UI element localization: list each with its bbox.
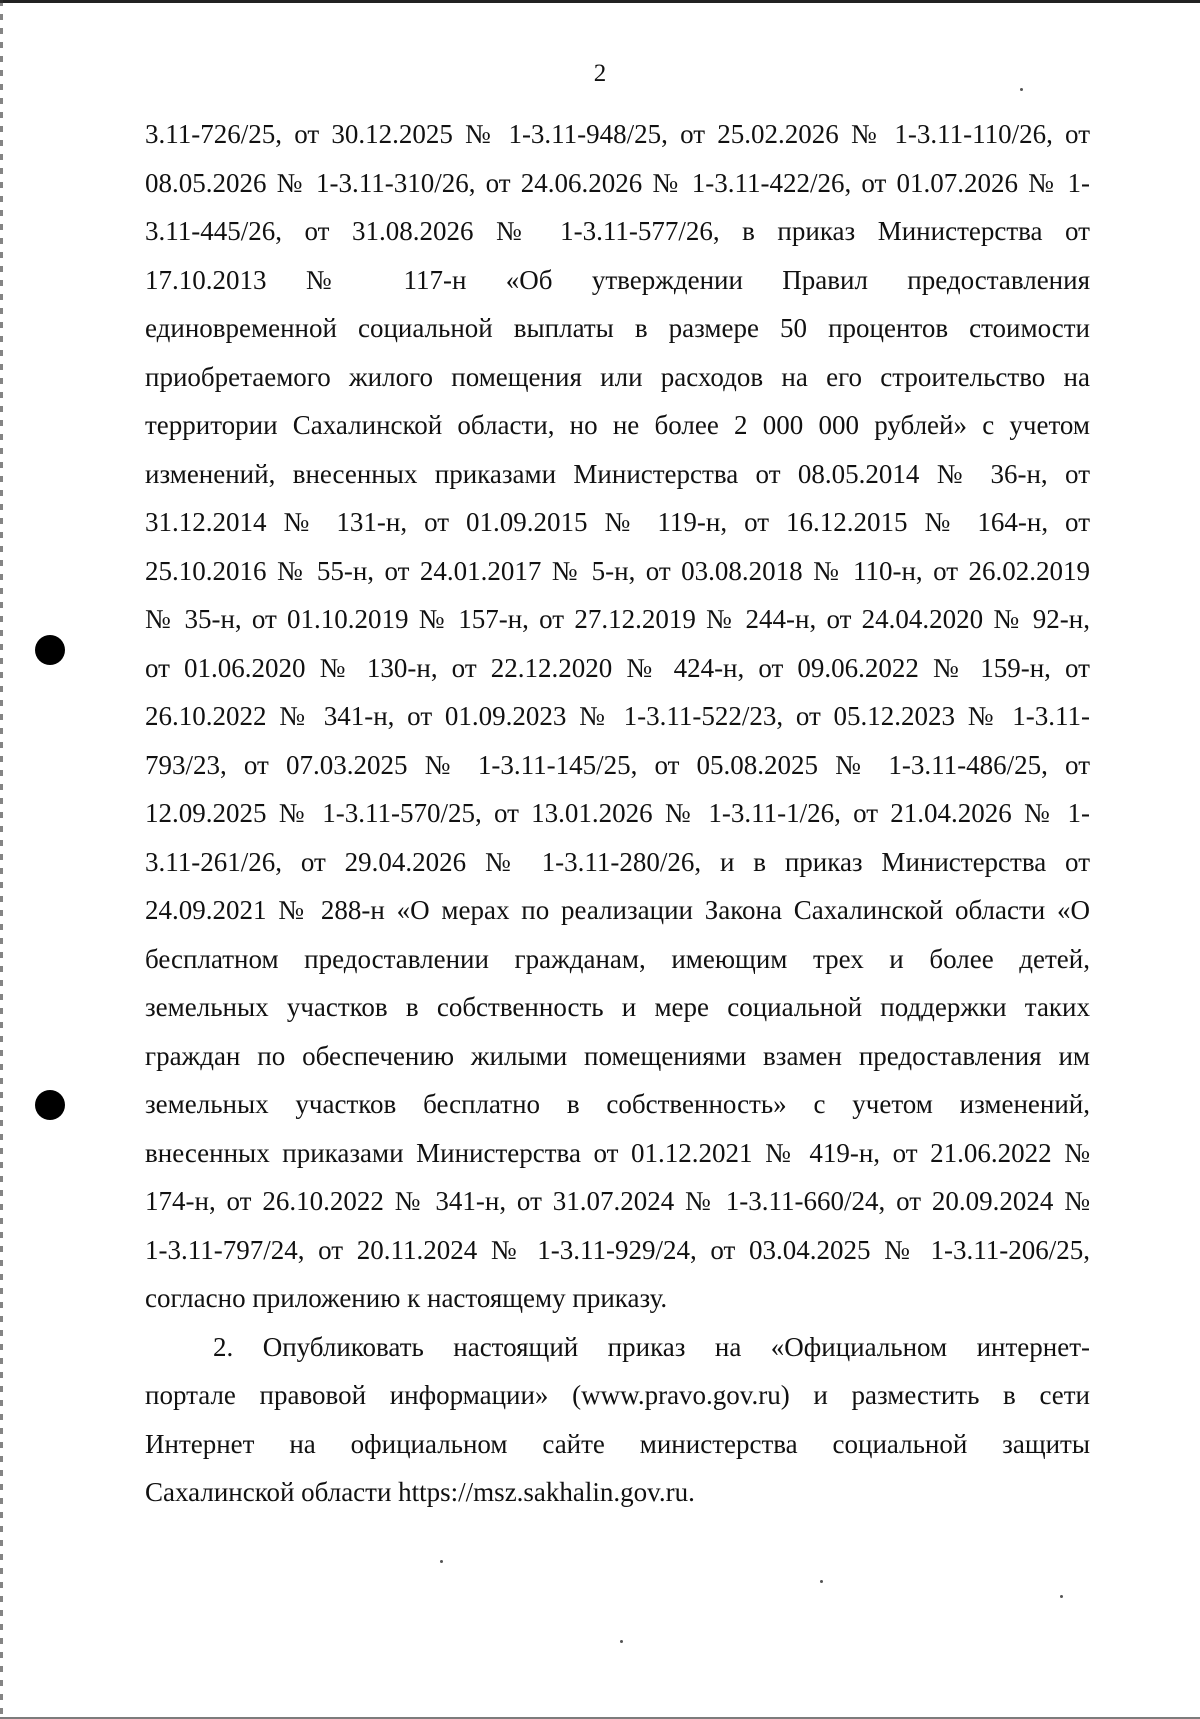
text-line: бесплатном предоставлении гражданам, имеющим трех и более детей,	[145, 943, 1090, 974]
text-line: 26.10.2022 № 341-н, от 01.09.2023 № 1-3.11-522/23, от 05.12.2023 № 1-3.11-	[145, 701, 1090, 731]
text-line: Интернет на официальном сайте министерства социальной защиты	[145, 1428, 1090, 1459]
paragraph-1	[145, 110, 1090, 1323]
text-line: 12.09.2025 № 1-3.11-570/25, от 13.01.2026 № 1-3.11-1/26, от 21.04.2026 № 1-	[145, 798, 1090, 828]
punch-hole-top	[35, 635, 65, 665]
scan-speck	[1020, 88, 1023, 91]
text-line: Сахалинской области https://msz.sakhalin.gov.ru.	[145, 1477, 695, 1507]
text-line: земельных участков бесплатно в собственность» с учетом изменений,	[145, 1089, 1090, 1119]
text-line: 31.12.2014 № 131-н, от 01.09.2015 № 119-н, от 16.12.2015 № 164-н, от	[145, 507, 1090, 537]
scan-speck	[820, 1580, 823, 1583]
text-line: приобретаемого жилого помещения или расходов на его строительство на	[145, 361, 1090, 392]
text-line: земельных участков в собственность и мере социальной поддержки таких	[145, 992, 1090, 1022]
paragraph-2	[145, 1323, 1090, 1517]
text-line: 2. Опубликовать настоящий приказ на «Официальном интернет-	[213, 1331, 1090, 1362]
scan-speck	[1060, 1595, 1063, 1598]
page-number: 2	[593, 60, 607, 87]
text-line: 1-3.11-797/24, от 20.11.2024 № 1-3.11-929/24, от 03.04.2025 № 1-3.11-206/25,	[145, 1234, 1090, 1265]
document-body	[145, 110, 1090, 1517]
text-line: 25.10.2016 № 55-н, от 24.01.2017 № 5-н, от 03.08.2018 № 110-н, от 26.02.2019	[145, 555, 1090, 586]
text-line: 793/23, от 07.03.2025 № 1-3.11-145/25, от 05.08.2025 № 1-3.11-486/25, от	[145, 749, 1090, 780]
text-line: единовременной социальной выплаты в размере 50 процентов стоимости	[145, 313, 1090, 343]
punch-hole-bottom	[35, 1090, 65, 1120]
text-line: № 35-н, от 01.10.2019 № 157-н, от 27.12.2019 № 244-н, от 24.04.2020 № 92-н,	[145, 604, 1090, 634]
text-line: портале правовой информации» (www.pravo.gov.ru) и разместить в сети	[145, 1380, 1090, 1410]
text-line: 3.11-261/26, от 29.04.2026 № 1-3.11-280/26, и в приказ Министерства от	[145, 846, 1090, 877]
text-line: 24.09.2021 № 288-н «О мерах по реализации Закона Сахалинской области «О	[145, 895, 1090, 925]
scan-edge-top	[0, 0, 1200, 3]
text-line: 08.05.2026 № 1-3.11-310/26, от 24.06.2026 № 1-3.11-422/26, от 01.07.2026 № 1-	[145, 167, 1090, 198]
scan-edge-left	[0, 0, 3, 1719]
text-line: граждан по обеспечению жилыми помещениями взамен предоставления им	[145, 1040, 1090, 1071]
text-line: 17.10.2013 № 117-н «Об утверждении Правил предоставления	[145, 264, 1090, 295]
text-line: 3.11-445/26, от 31.08.2026 № 1-3.11-577/26, в приказ Министерства от	[145, 216, 1090, 246]
scan-speck	[440, 1560, 443, 1563]
text-line: изменений, внесенных приказами Министерства от 08.05.2014 № 36-н, от	[145, 458, 1090, 489]
text-line: внесенных приказами Министерства от 01.12.2021 № 419-н, от 21.06.2022 №	[145, 1137, 1090, 1168]
text-line: согласно приложению к настоящему приказу.	[145, 1283, 668, 1313]
text-line: 3.11-726/25, от 30.12.2025 № 1-3.11-948/25, от 25.02.2026 № 1-3.11-110/26, от	[145, 119, 1090, 149]
text-line: 174-н, от 26.10.2022 № 341-н, от 31.07.2024 № 1-3.11-660/24, от 20.09.2024 №	[145, 1186, 1090, 1216]
scan-speck	[620, 1640, 623, 1643]
text-line: от 01.06.2020 № 130-н, от 22.12.2020 № 424-н, от 09.06.2022 № 159-н, от	[145, 652, 1090, 683]
text-line: территории Сахалинской области, но не более 2 000 000 рублей» с учетом	[145, 410, 1090, 440]
